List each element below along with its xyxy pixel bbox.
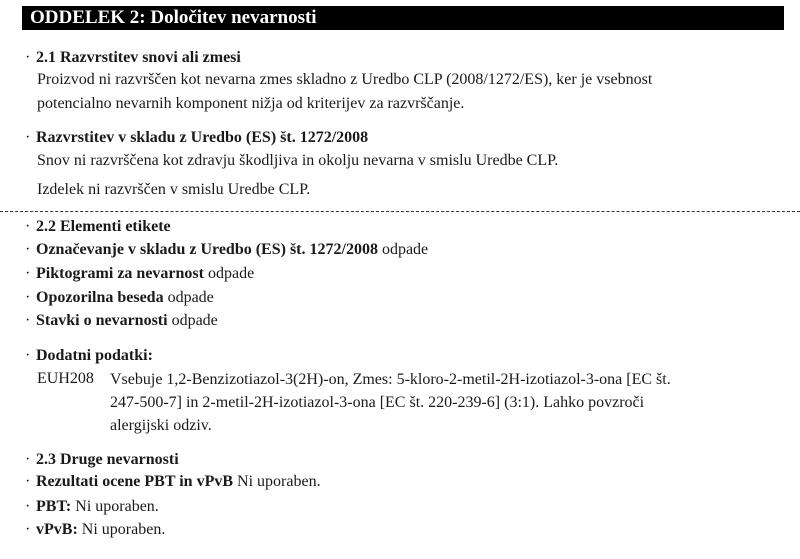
other-hazard-value: Ni uporaben. <box>75 498 159 515</box>
clp-line-2: Izdelek ni razvrščen v smislu Uredbe CLP. <box>37 181 311 198</box>
bullet: · <box>25 312 31 329</box>
bullet: · <box>25 521 31 538</box>
heading-2-2 <box>25 217 171 237</box>
heading-2-3 <box>25 450 179 470</box>
bullet: · <box>25 218 31 235</box>
label-item-value: odpade <box>167 289 214 306</box>
label-item <box>25 311 218 331</box>
label-item-value: odpade <box>381 241 429 258</box>
label-item <box>25 240 428 260</box>
euh-line-1: Vsebuje 1,2-Benzizotiazol-3(2H)-on, Zmes: 5-kloro-2-metil-2H-izotiazol-3-ona [EC št. <box>110 371 671 388</box>
bullet: · <box>25 49 31 66</box>
heading-2-3-label: 2.3 Druge nevarnosti <box>36 451 179 468</box>
bullet: · <box>25 129 31 146</box>
other-hazard-name: vPvB: <box>36 521 78 538</box>
bullet: · <box>25 265 31 282</box>
label-item <box>25 288 214 308</box>
other-hazard-name: PBT: <box>36 498 72 515</box>
section-header: ODDELEK 2: Določitev nevarnosti <box>22 6 784 30</box>
bullet: · <box>25 451 31 468</box>
label-item-value: odpade <box>207 265 255 282</box>
heading-additional <box>25 346 153 366</box>
other-hazard-name: Rezultati ocene PBT in vPvB <box>36 473 234 490</box>
other-hazard-item <box>25 472 321 492</box>
dashed-divider <box>0 211 800 212</box>
label-item-value: odpade <box>171 312 218 329</box>
bullet: · <box>25 498 31 515</box>
other-hazard-value: Ni uporaben. <box>81 521 166 538</box>
bullet: · <box>25 473 31 490</box>
heading-clp-label: Razvrstitev v skladu z Uredbo (ES) št. 1272/2008 <box>36 129 369 146</box>
euh-line-2: 247-500-7] in 2-metil-2H-izotiazol-3-ona [EC št. 220-239-6] (3:1). Lahko povzroči <box>110 394 645 411</box>
label-item-name: Piktogrami za nevarnost <box>36 265 204 282</box>
euh-code: EUH208 <box>37 370 94 387</box>
heading-2-1 <box>25 48 241 68</box>
s21-line-1: Proizvod ni razvrščen kot nevarna zmes skladno z Uredbo CLP (2008/1272/ES), ker je vsebnost <box>37 71 653 88</box>
bullet: · <box>25 289 31 306</box>
other-hazard-item <box>25 520 165 540</box>
other-hazard-item <box>25 497 159 517</box>
s21-line-2: potencialno nevarnih komponent nižja od kriterijev za razvrščanje. <box>37 95 465 112</box>
heading-clp <box>25 128 368 148</box>
heading-2-1-label: 2.1 Razvrstitev snovi ali zmesi <box>36 49 241 66</box>
bullet: · <box>25 241 31 258</box>
euh-text <box>110 368 786 437</box>
label-item-name: Opozorilna beseda <box>36 289 164 306</box>
label-item-name: Stavki o nevarnosti <box>36 312 168 329</box>
heading-additional-label: Dodatni podatki: <box>36 347 153 364</box>
heading-2-2-label: 2.2 Elementi etikete <box>36 218 171 235</box>
euh-line-3: alergijski odziv. <box>110 417 212 434</box>
bullet: · <box>25 347 31 364</box>
clp-line-1: Snov ni razvrščena kot zdravju škodljiva in okolju nevarna v smislu Uredbe CLP. <box>37 152 559 169</box>
other-hazard-value: Ni uporaben. <box>237 473 321 490</box>
label-item-name: Označevanje v skladu z Uredbo (ES) št. 1272/2008 <box>36 241 378 258</box>
label-item <box>25 264 254 284</box>
